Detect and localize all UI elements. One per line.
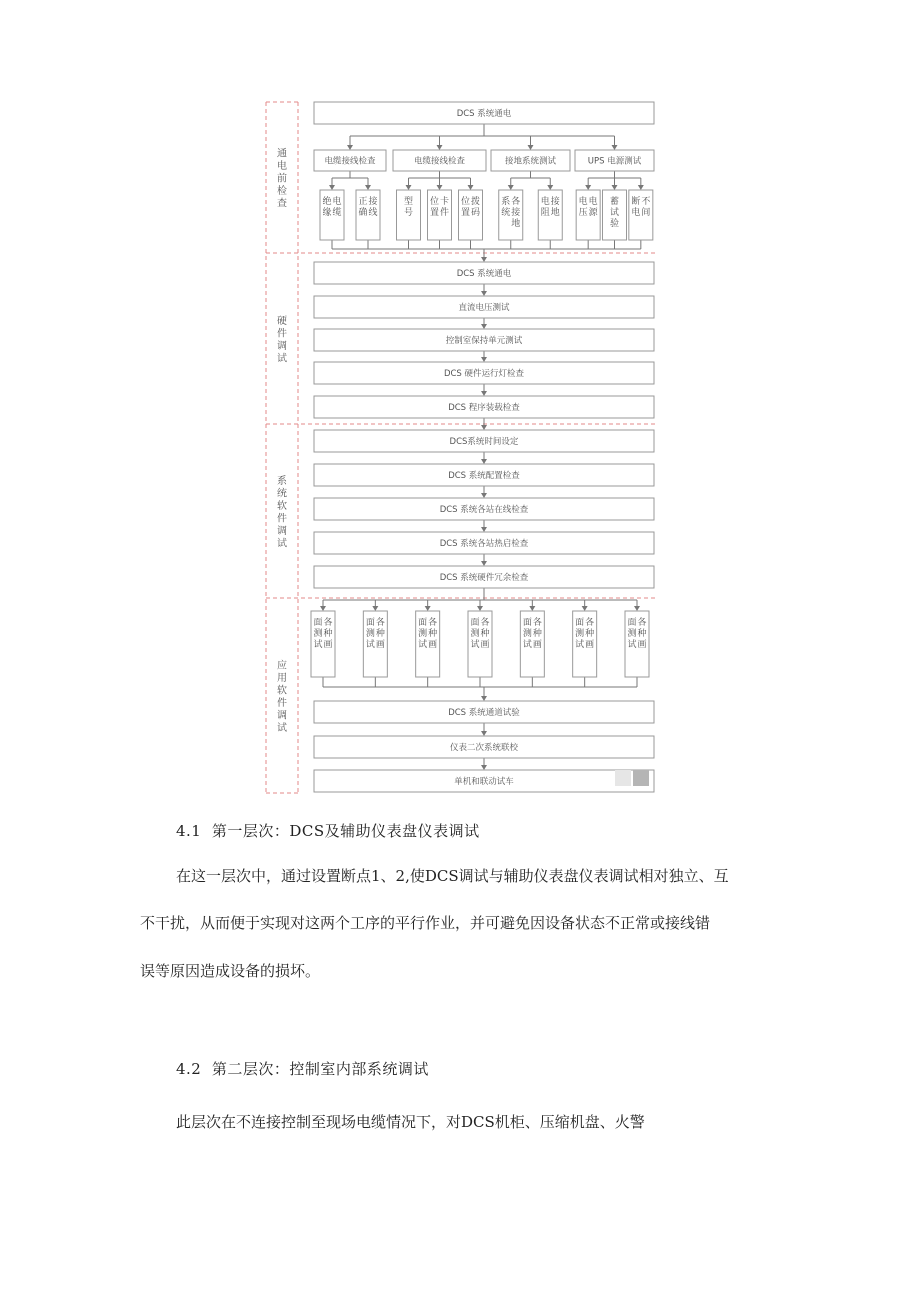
stage3-step-3 [314,498,654,520]
stage-label-1: 通电前检查 [277,148,287,210]
stage1-group-1-item-1 [320,190,344,240]
stage2-step-1-label: DCS 系统通电 [456,269,512,279]
stage1-top-box-label: DCS 系统通电 [456,109,512,119]
grey-mark-dark [633,770,649,786]
stage3-step-4-label: DCS 系统各站热启检查 [439,539,529,549]
stage1-group-1-item-1-label: 电缆绝缘 [322,197,342,218]
stage2-step-4-label: DCS 硬件运行灯检查 [443,369,525,379]
stage1-group-3-item-2-label: 接地电阻 [540,197,560,218]
stage2-step-5-label: DCS 程序装载检查 [448,403,520,413]
grey-mark-light [615,770,631,786]
stage1-group-4-label: UPS 电源测试 [587,156,642,167]
stage1-group-4-item-1 [576,190,600,240]
stage4-item-5-label: 各种画面测试 [522,618,542,650]
stage3-step-5-label: DCS 系统硬件冗余检查 [439,573,529,583]
stage4-item-6-label: 各种画面测试 [575,618,595,650]
stage1-group-3-item-1 [499,190,523,240]
stage4-step-2 [314,736,654,758]
stage3-step-2-label: DCS 系统配置检查 [448,471,520,481]
stage3-step-5 [314,566,654,588]
stage1-group-2-item-1-label: 型号 [403,197,414,218]
stage3-step-2 [314,464,654,486]
stage3-step-4 [314,532,654,554]
section-4-1-line-2: 不干扰，从而便于实现对这两个工序的平行作业，并可避免因设备状态不正常或接线错 [140,914,711,932]
stage1-group-1-item-2-label: 接线正确 [358,197,378,218]
stage2-step-3 [314,329,654,351]
stage2-step-2 [314,296,654,318]
stage-label-4: 应用软件调试 [277,660,287,734]
stage4-item-4 [468,611,492,677]
stage2-step-3-label: 控制室保持单元测试 [445,336,523,346]
stage4-item-2-label: 各种画面测试 [365,618,385,650]
stage1-group-4-item-3 [629,190,653,240]
section-4-2-line-1: 此层次在不连接控制至现场电缆情况下，对DCS机柜、压缩机盘、火警 [176,1113,645,1131]
stage1-group-2 [393,150,486,171]
section-4-2-heading: 4.2 第二层次：控制室内部系统调试 [176,1060,429,1078]
stage2-step-5 [314,396,654,418]
stage3-step-1 [314,430,654,452]
stage1-group-2-item-3-label: 拨码位置 [460,197,481,218]
stage1-group-3-item-1-label: 各接地系统 [501,197,521,229]
stage2-step-1 [314,262,654,284]
stage2-step-4 [314,362,654,384]
stage4-item-7 [625,611,649,677]
stage1-group-2-label: 电缆接线检查 [413,156,466,167]
stage4-item-3-label: 各种画面测试 [418,618,438,650]
stage1-group-3-label: 接地系统测试 [504,156,557,167]
stage4-step-1-label: DCS 系统通道试验 [448,708,520,718]
stage4-item-6 [573,611,597,677]
stage4-step-1 [314,701,654,723]
stage1-group-2-item-3 [459,190,483,240]
stage4-item-1 [311,611,335,677]
stage4-item-1-label: 各种画面测试 [313,618,333,650]
stage4-item-2 [363,611,387,677]
stage4-item-5 [520,611,544,677]
stage1-group-4-item-2 [603,190,627,240]
stage-label-3: 系统软件调试 [277,475,287,550]
stage4-item-4-label: 各种画面测试 [470,618,490,650]
stage4-step-3-label: 单机和联动试车 [454,777,514,787]
stage1-group-4 [575,150,654,171]
stage1-group-4-item-2-label: 蓄试验 [609,197,620,229]
section-4-1-line-3: 误等原因造成设备的损坏。 [140,962,321,980]
stage1-group-3-item-2 [538,190,562,240]
stage3-step-3-label: DCS 系统各站在线检查 [439,505,529,515]
stage3-step-1-label: DCS系统时间设定 [449,437,519,447]
stage4-item-7-label: 各种画面测试 [627,618,647,650]
stage1-group-3 [491,150,570,171]
section-4-1-heading: 4.1 第一层次：DCS及辅助仪表盘仪表调试 [176,822,480,840]
stage1-group-1-item-2 [356,190,380,240]
section-4-1-line-1: 在这一层次中，通过设置断点1、2,使DCS调试与辅助仪表盘仪表调试相对独立、互 [176,867,729,885]
stage1-group-1-label: 电缆接线检查 [324,156,376,167]
stage1-group-2-item-2-label: 卡件位置 [429,197,450,218]
stage2-step-2-label: 直流电压测试 [458,303,510,313]
stage-label-2: 硬件调试 [277,315,287,365]
stage1-group-2-item-1 [397,190,421,240]
stage1-group-1 [314,150,386,171]
stage4-step-2-label: 仪表二次系统联校 [449,743,519,753]
stage1-top-box [314,102,654,124]
stage4-item-3 [416,611,440,677]
stage1-group-4-item-3-label: 不间断电 [631,197,651,218]
stage4-step-3 [314,770,654,792]
stage1-group-2-item-2 [428,190,452,240]
stage1-group-4-item-1-label: 电源电压 [578,197,598,218]
